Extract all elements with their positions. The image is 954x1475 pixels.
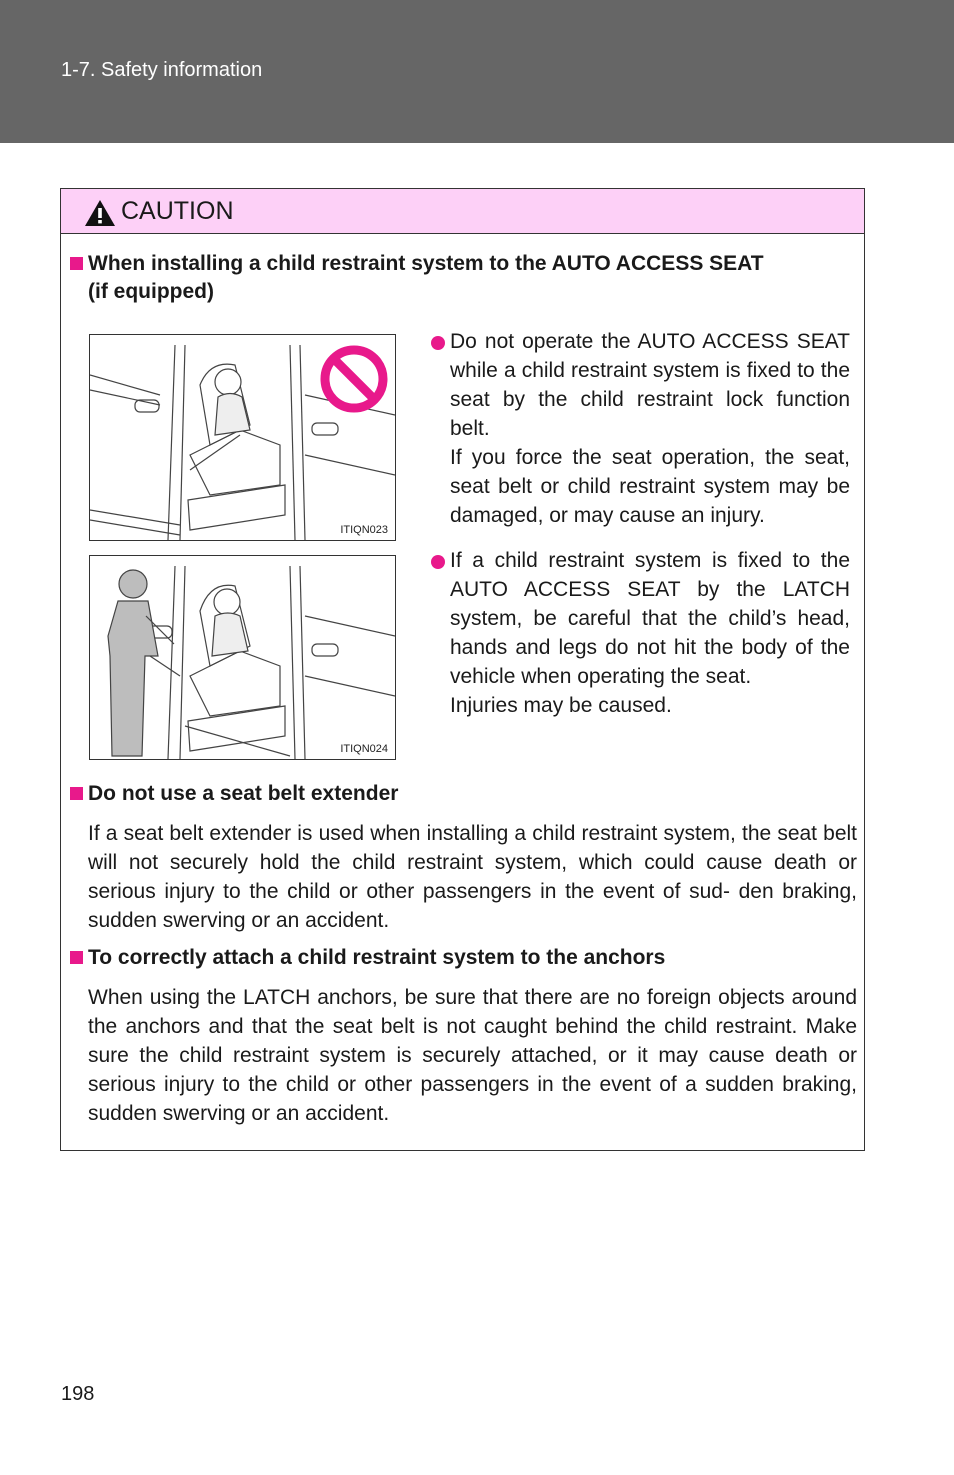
heading-marker (70, 951, 83, 964)
warning-triangle-icon (84, 199, 116, 227)
bullet-paragraph: If a child restraint system is fixed to the AUTO ACCESS SEAT by the LATCH system, be careful that the child’s head, hands and legs do not hit the body of the vehicle when operating the seat. (450, 549, 850, 688)
bullet-marker (431, 555, 445, 569)
heading-line: When installing a child restraint system to the AUTO ACCESS SEAT (88, 252, 764, 275)
caution-bar (61, 189, 864, 234)
figure-code: ITIQN024 (340, 743, 388, 755)
heading-marker (70, 787, 83, 800)
heading-marker (70, 257, 83, 270)
bullet-marker (431, 336, 445, 350)
bullet-text (450, 546, 850, 720)
heading-line: (if equipped) (88, 280, 214, 303)
section-heading: Do not use a seat belt extender (88, 782, 399, 805)
bullet-paragraph: If you force the seat operation, the seat, seat belt or child restraint system may be damaged, or may cause an injury. (450, 446, 850, 527)
caution-box (60, 188, 865, 1151)
person-seat-illustration (90, 556, 395, 759)
section-heading (88, 250, 764, 306)
section-body: If a seat belt extender is used when installing a child restraint system, the seat belt will not securely hold the child restraint system, which could cause death or serious injury to the child or other passengers in the event of sud- den braking, sudden swerving or an accident. (88, 822, 857, 932)
section-title: 1-7. Safety information (61, 59, 263, 81)
caution-label: CAUTION (121, 197, 234, 225)
prohibited-icon (318, 343, 390, 415)
figure-seat-operation-prohibited (89, 334, 396, 541)
page-number: 198 (61, 1383, 95, 1405)
bullet-paragraph: Injuries may be caused. (450, 694, 672, 717)
section-body: When using the LATCH anchors, be sure that there are no foreign objects around the anchors and that the seat belt is not caught behind the child restraint. Make sure the child restraint system is securely attached, or it may cause death or serious injury to the child or other passengers in the event of a sudden braking, sudden swerving or an accident. (88, 986, 857, 1125)
bullet-paragraph: Do not operate the AUTO ACCESS SEAT while a child restraint system is fixed to the seat by the child restraint lock function belt. (450, 330, 850, 440)
section-heading: To correctly attach a child restraint system to the anchors (88, 946, 666, 969)
bullet-text (450, 327, 850, 530)
figure-latch-seat-operation (89, 555, 396, 760)
figure-code: ITIQN023 (340, 524, 388, 536)
page-header (0, 0, 954, 143)
